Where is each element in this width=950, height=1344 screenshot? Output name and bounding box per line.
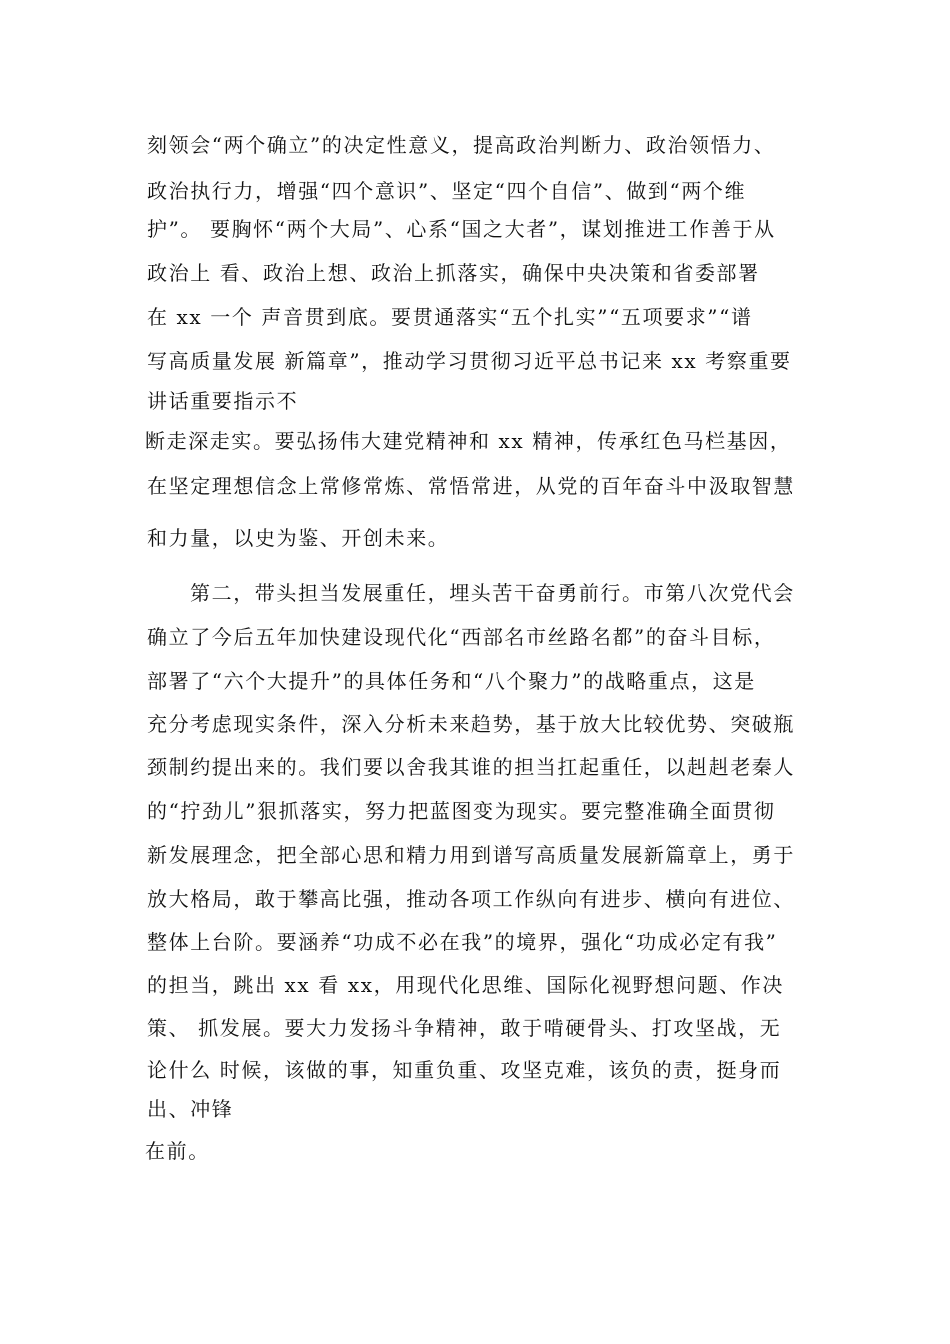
paragraph-2-line-7: 新发展理念，把全部心思和精力用到谱写高质量发展新篇章上，勇于 (147, 843, 795, 867)
paragraph-2-line-10: 的担当，跳出 xx 看 xx，用现代化思维、国际化视野想问题、作决 (147, 973, 784, 997)
paragraph-2-line-8: 放大格局，敢于攀高比强，推动各项工作纵向有进步、横向有进位、 (147, 887, 795, 911)
paragraph-2-line-12: 论什么 时候，该做的事，知重负重、攻坚克难，该负的责，挺身而 (147, 1058, 782, 1082)
paragraph-2-line-6: 的“拧劲儿”狠抓落实，努力把蓝图变为现实。要完整准确全面贯彻 (147, 799, 776, 823)
paragraph-2-line-11: 策、 抓发展。要大力发扬斗争精神，敢于啃硬骨头、打攻坚战，无 (147, 1016, 782, 1040)
paragraph-1-line-9: 在坚定理想信念上常修常炼、常悟常进，从党的百年奋斗中汲取智慧 (147, 474, 795, 498)
paragraph-1-line-6: 写高质量发展 新篇章”，推动学习贯彻习近平总书记来 xx 考察重要 (147, 349, 792, 373)
paragraph-2-line-5: 颈制约提出来的。我们要以舍我其谁的担当扛起重任，以赳赳老秦人 (147, 755, 795, 779)
paragraph-2-line-13: 出、冲锋 (147, 1097, 234, 1121)
paragraph-2-line-9: 整体上台阶。要涵养“功成不必在我”的境界，强化“功成必定有我” (147, 930, 778, 954)
paragraph-2-line-1: 第二，带头担当发展重任，埋头苦干奋勇前行。市第八次党代会 (190, 581, 795, 605)
paragraph-2-line-3: 部署了“六个大提升”的具体任务和“八个聚力”的战略重点，这是 (147, 669, 756, 693)
paragraph-1-line-1: 刻领会“两个确立”的决定性意义，提高政治判断力、政治领悟力、 (147, 133, 776, 157)
paragraph-1-line-2: 政治执行力，增强“四个意识”、坚定“四个自信”、做到“两个维 (147, 179, 747, 203)
paragraph-1-line-10: 和力量，以史为鉴、开创未来。 (147, 526, 450, 550)
paragraph-1-line-4: 政治上 看、政治上想、政治上抓落实，确保中央决策和省委部署 (147, 261, 760, 285)
paragraph-1-line-5: 在 xx 一个 声音贯到底。要贯通落实“五个扎实”“五项要求”“谱 (147, 305, 753, 329)
paragraph-1-line-7: 讲话重要指示不 (147, 389, 299, 413)
paragraph-2-line-4: 充分考虑现实条件，深入分析未来趋势，基于放大比较优势、突破瓶 (147, 712, 795, 736)
paragraph-1-line-3: 护”。 要胸怀“两个大局”、心系“国之大者”，谋划推进工作善于从 (147, 217, 776, 241)
paragraph-1-line-8: 断走深走实。要弘扬伟大建党精神和 xx 精神，传承红色马栏基因， (145, 429, 792, 453)
paragraph-2-line-14: 在前。 (145, 1139, 210, 1163)
paragraph-2-line-2: 确立了今后五年加快建设现代化“西部名市丝路名都”的奋斗目标， (147, 625, 776, 649)
